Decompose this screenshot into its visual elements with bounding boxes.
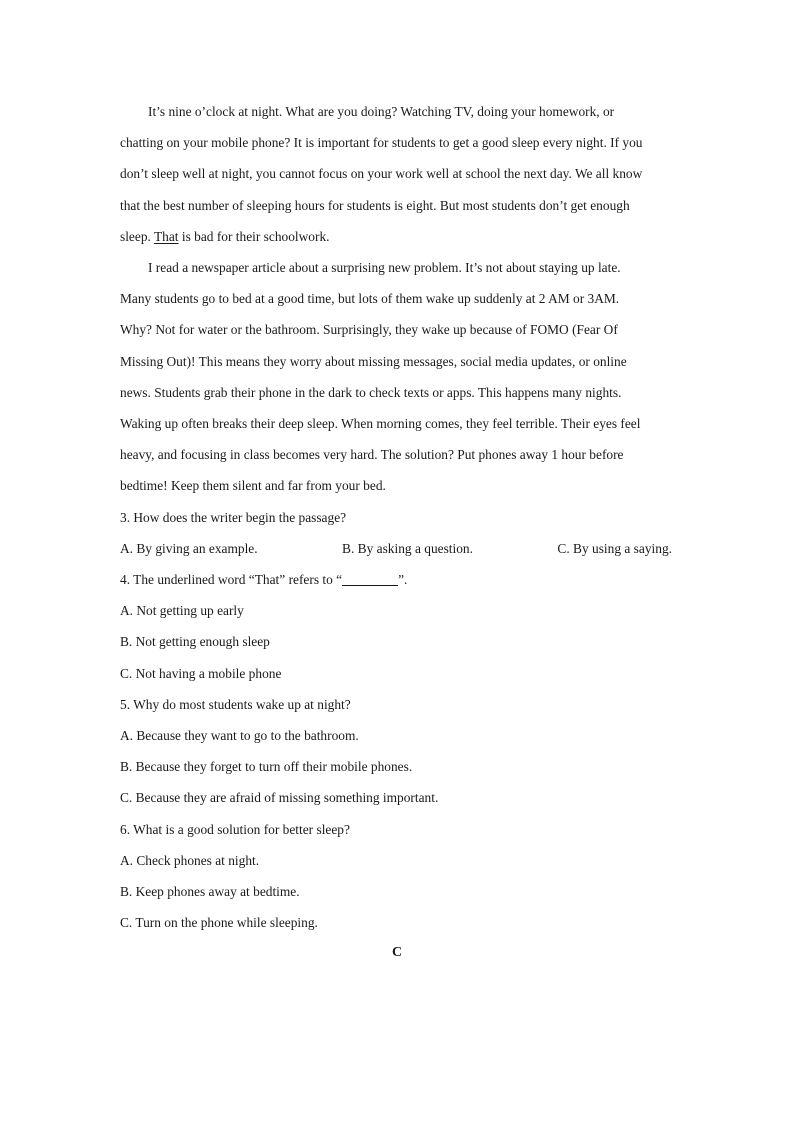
option-b: B. Keep phones away at bedtime.: [120, 884, 300, 900]
stem-text: ”.: [398, 572, 408, 588]
option-c: C. Because they are afraid of missing something important.: [120, 790, 439, 806]
option-b: B. Not getting enough sleep: [120, 634, 270, 650]
text-line: Many students go to bed at a good time, but lots of them wake up suddenly at 2 AM or 3AM.: [120, 291, 620, 307]
option-row: [120, 533, 672, 564]
question-stem: [120, 564, 672, 595]
option-c: C. Not having a mobile phone: [120, 665, 282, 681]
option-b: B. By asking a question.: [342, 540, 473, 556]
text-line: news. Students grab their phone in the dark to check texts or apps. This happens many nights.: [120, 384, 622, 400]
question-4: [120, 564, 672, 689]
text-line: I read a newspaper article about a surprising new problem. It’s not about staying up late.: [148, 260, 621, 276]
section-label: C: [391, 945, 403, 960]
option-c: C. Turn on the phone while sleeping.: [120, 915, 318, 931]
option-a: A. Check phones at night.: [120, 852, 260, 868]
option-a: A. Because they want to go to the bathroom.: [120, 728, 359, 744]
option-c: C. By using a saying.: [557, 540, 672, 556]
text-fragment: sleep.: [120, 228, 154, 244]
option-a: A. Not getting up early: [120, 603, 244, 619]
text-line: heavy, and focusing in class becomes very hard. The solution? Put phones away 1 hour before: [120, 447, 624, 463]
underlined-word: That: [153, 228, 179, 244]
text-line: Waking up often breaks their deep sleep. When morning comes, they feel terrible. Their eyes feel: [120, 416, 641, 432]
text-line: chatting on your mobile phone? It is important for students to get a good sleep every night. If you: [120, 135, 643, 151]
question-3: [120, 502, 672, 564]
question-stem: 6. What is a good solution for better sleep?: [120, 821, 350, 837]
text-line: [120, 221, 672, 252]
text-fragment: is bad for their schoolwork.: [178, 228, 330, 244]
text-line: Missing Out)! This means they worry about missing messages, social media updates, or online: [120, 353, 627, 369]
question-6: [120, 814, 672, 939]
option-b: B. Because they forget to turn off their mobile phones.: [120, 759, 413, 775]
question-stem: 5. Why do most students wake up at night?: [120, 696, 351, 712]
text-line: It’s nine o’clock at night. What are you doing? Watching TV, doing your homework, or: [148, 104, 615, 119]
passage-paragraph-2: [120, 252, 672, 502]
reading-content: [120, 96, 672, 938]
text-line: Why? Not for water or the bathroom. Surprisingly, they wake up because of FOMO (Fear Of: [120, 322, 618, 338]
option-a: A. By giving an example.: [120, 540, 258, 556]
question-stem: 3. How does the writer begin the passage?: [120, 509, 347, 525]
passage-paragraph-1: [120, 96, 672, 252]
text-line: that the best number of sleeping hours for students is eight. But most students don’t get enough: [120, 197, 630, 213]
stem-text: 4. The underlined word “That” refers to “: [120, 572, 343, 588]
question-5: [120, 689, 672, 814]
text-line: bedtime! Keep them silent and far from your bed.: [120, 478, 386, 494]
answer-blank: [342, 573, 398, 586]
text-line: don’t sleep well at night, you cannot focus on your work well at school the next day. We all know: [120, 166, 643, 182]
